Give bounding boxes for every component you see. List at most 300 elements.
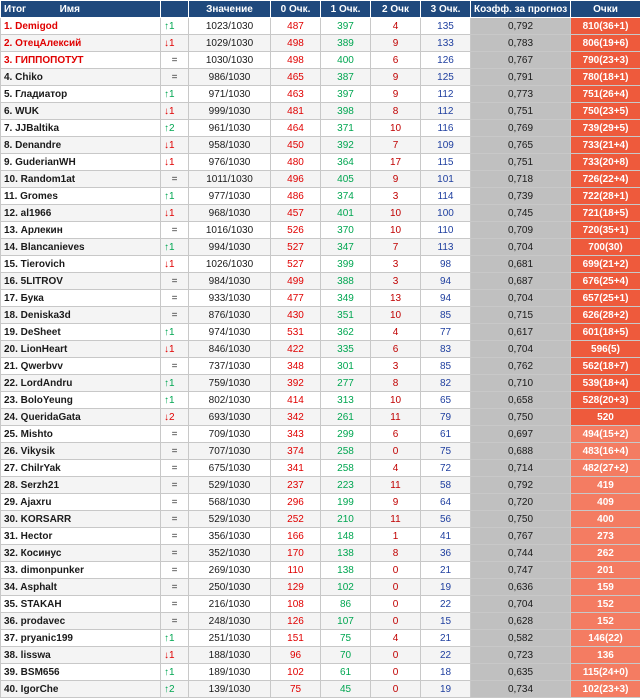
total-points-cell: 136 [571, 647, 640, 664]
one-point-cell: 399 [321, 256, 371, 273]
table-row [1, 188, 640, 205]
total-points-cell: 146(22) [571, 630, 640, 647]
three-points-cell: 18 [421, 664, 471, 681]
table-row [1, 52, 640, 69]
value-cell: 707/1030 [189, 443, 271, 460]
zero-points-cell: 129 [271, 579, 321, 596]
zero-points-cell: 252 [271, 511, 321, 528]
three-points-cell: 19 [421, 681, 471, 698]
value-cell: 971/1030 [189, 86, 271, 103]
three-points-cell: 64 [421, 494, 471, 511]
zero-points-cell: 465 [271, 69, 321, 86]
coefficient-cell: 0,751 [471, 103, 571, 120]
coefficient-cell: 0,773 [471, 86, 571, 103]
table-row [1, 358, 640, 375]
two-points-cell: 4 [371, 18, 421, 35]
value-cell: 356/1030 [189, 528, 271, 545]
zero-points-cell: 237 [271, 477, 321, 494]
one-point-cell: 387 [321, 69, 371, 86]
total-points-cell: 790(23+3) [571, 52, 640, 69]
two-points-cell: 6 [371, 341, 421, 358]
two-points-cell: 4 [371, 324, 421, 341]
value-cell: 1011/1030 [189, 171, 271, 188]
player-name: 14. Blancanieves [1, 239, 161, 256]
rank-change: = [161, 477, 189, 494]
player-name: 22. LordAndru [1, 375, 161, 392]
rank-change: ↓2 [161, 409, 189, 426]
zero-points-cell: 348 [271, 358, 321, 375]
three-points-cell: 114 [421, 188, 471, 205]
header-points: Очки [571, 1, 640, 18]
three-points-cell: 61 [421, 426, 471, 443]
two-points-cell: 0 [371, 579, 421, 596]
player-name: 20. LionHeart [1, 341, 161, 358]
three-points-cell: 85 [421, 358, 471, 375]
table-row [1, 86, 640, 103]
rank-change: ↓1 [161, 341, 189, 358]
two-points-cell: 1 [371, 528, 421, 545]
two-points-cell: 8 [371, 545, 421, 562]
zero-points-cell: 531 [271, 324, 321, 341]
total-points-cell: 780(18+1) [571, 69, 640, 86]
player-name: 33. dimonpunker [1, 562, 161, 579]
value-cell: 1026/1030 [189, 256, 271, 273]
value-cell: 216/1030 [189, 596, 271, 613]
coefficient-cell: 0,739 [471, 188, 571, 205]
value-cell: 188/1030 [189, 647, 271, 664]
rank-change: = [161, 69, 189, 86]
total-points-cell: 201 [571, 562, 640, 579]
rank-change: ↓1 [161, 154, 189, 171]
rank-change: = [161, 426, 189, 443]
zero-points-cell: 96 [271, 647, 321, 664]
two-points-cell: 0 [371, 647, 421, 664]
total-points-cell: 626(28+2) [571, 307, 640, 324]
one-point-cell: 362 [321, 324, 371, 341]
player-name: 35. STAKAH [1, 596, 161, 613]
coefficient-cell: 0,745 [471, 205, 571, 222]
player-name: 10. Random1at [1, 171, 161, 188]
coefficient-cell: 0,582 [471, 630, 571, 647]
value-cell: 250/1030 [189, 579, 271, 596]
total-points-cell: 722(28+1) [571, 188, 640, 205]
total-points-cell: 739(29+5) [571, 120, 640, 137]
one-point-cell: 371 [321, 120, 371, 137]
value-cell: 961/1030 [189, 120, 271, 137]
player-name: 29. Ajaxru [1, 494, 161, 511]
coefficient-cell: 0,765 [471, 137, 571, 154]
player-name: 30. KORSARR [1, 511, 161, 528]
table-row [1, 528, 640, 545]
value-cell: 933/1030 [189, 290, 271, 307]
three-points-cell: 115 [421, 154, 471, 171]
total-points-cell: 152 [571, 613, 640, 630]
header-pts0: 0 Очк. [271, 1, 321, 18]
one-point-cell: 210 [321, 511, 371, 528]
value-cell: 974/1030 [189, 324, 271, 341]
total-points-cell: 483(16+4) [571, 443, 640, 460]
player-name: 21. Qwerbvv [1, 358, 161, 375]
rank-change: ↓1 [161, 103, 189, 120]
rank-change: ↓1 [161, 205, 189, 222]
zero-points-cell: 170 [271, 545, 321, 562]
one-point-cell: 397 [321, 18, 371, 35]
header-rank: Итог [4, 4, 26, 15]
total-points-cell: 494(15+2) [571, 426, 640, 443]
player-name: 36. prodavec [1, 613, 161, 630]
rank-change: = [161, 545, 189, 562]
two-points-cell: 0 [371, 596, 421, 613]
three-points-cell: 22 [421, 647, 471, 664]
zero-points-cell: 110 [271, 562, 321, 579]
header-trend [161, 1, 189, 18]
one-point-cell: 277 [321, 375, 371, 392]
value-cell: 248/1030 [189, 613, 271, 630]
table-row [1, 375, 640, 392]
two-points-cell: 3 [371, 273, 421, 290]
value-cell: 986/1030 [189, 69, 271, 86]
value-cell: 1016/1030 [189, 222, 271, 239]
total-points-cell: 273 [571, 528, 640, 545]
rank-change: ↑1 [161, 188, 189, 205]
rank-change: = [161, 579, 189, 596]
one-point-cell: 392 [321, 137, 371, 154]
rank-change: ↑1 [161, 375, 189, 392]
coefficient-cell: 0,658 [471, 392, 571, 409]
total-points-cell: 520 [571, 409, 640, 426]
table-row [1, 205, 640, 222]
coefficient-cell: 0,791 [471, 69, 571, 86]
rank-change: ↑1 [161, 18, 189, 35]
zero-points-cell: 374 [271, 443, 321, 460]
three-points-cell: 133 [421, 35, 471, 52]
table-row [1, 154, 640, 171]
rank-change: = [161, 528, 189, 545]
three-points-cell: 65 [421, 392, 471, 409]
one-point-cell: 102 [321, 579, 371, 596]
table-row [1, 171, 640, 188]
player-name: 2. ОтецАлексий [1, 35, 161, 52]
coefficient-cell: 0,723 [471, 647, 571, 664]
coefficient-cell: 0,720 [471, 494, 571, 511]
coefficient-cell: 0,617 [471, 324, 571, 341]
one-point-cell: 400 [321, 52, 371, 69]
value-cell: 999/1030 [189, 103, 271, 120]
one-point-cell: 86 [321, 596, 371, 613]
zero-points-cell: 527 [271, 256, 321, 273]
player-name: 15. Tierovich [1, 256, 161, 273]
table-row [1, 477, 640, 494]
coefficient-cell: 0,704 [471, 239, 571, 256]
coefficient-cell: 0,636 [471, 579, 571, 596]
table-row [1, 137, 640, 154]
value-cell: 352/1030 [189, 545, 271, 562]
value-cell: 876/1030 [189, 307, 271, 324]
player-name: 31. Hector [1, 528, 161, 545]
total-points-cell: 699(21+2) [571, 256, 640, 273]
zero-points-cell: 166 [271, 528, 321, 545]
rank-change: ↑2 [161, 120, 189, 137]
coefficient-cell: 0,750 [471, 511, 571, 528]
one-point-cell: 138 [321, 545, 371, 562]
two-points-cell: 11 [371, 409, 421, 426]
two-points-cell: 3 [371, 188, 421, 205]
coefficient-cell: 0,792 [471, 18, 571, 35]
player-name: 37. pryanic199 [1, 630, 161, 647]
three-points-cell: 15 [421, 613, 471, 630]
value-cell: 189/1030 [189, 664, 271, 681]
player-name: 6. WUK [1, 103, 161, 120]
value-cell: 759/1030 [189, 375, 271, 392]
value-cell: 251/1030 [189, 630, 271, 647]
zero-points-cell: 108 [271, 596, 321, 613]
two-points-cell: 9 [371, 35, 421, 52]
total-points-cell: 733(20+8) [571, 154, 640, 171]
three-points-cell: 98 [421, 256, 471, 273]
value-cell: 529/1030 [189, 477, 271, 494]
player-name: 34. Asphalt [1, 579, 161, 596]
three-points-cell: 112 [421, 103, 471, 120]
one-point-cell: 347 [321, 239, 371, 256]
coefficient-cell: 0,704 [471, 290, 571, 307]
rank-change: = [161, 494, 189, 511]
coefficient-cell: 0,792 [471, 477, 571, 494]
rank-change: ↑2 [161, 681, 189, 698]
value-cell: 139/1030 [189, 681, 271, 698]
zero-points-cell: 343 [271, 426, 321, 443]
player-name: 25. Mishto [1, 426, 161, 443]
one-point-cell: 223 [321, 477, 371, 494]
table-row [1, 103, 640, 120]
two-points-cell: 11 [371, 511, 421, 528]
three-points-cell: 85 [421, 307, 471, 324]
two-points-cell: 9 [371, 69, 421, 86]
table-row [1, 630, 640, 647]
table-row [1, 239, 640, 256]
value-cell: 709/1030 [189, 426, 271, 443]
coefficient-cell: 0,681 [471, 256, 571, 273]
player-name: 11. Gromes [1, 188, 161, 205]
table-row [1, 511, 640, 528]
one-point-cell: 388 [321, 273, 371, 290]
player-name: 7. JJBaltika [1, 120, 161, 137]
rank-change: ↑1 [161, 239, 189, 256]
table-row [1, 392, 640, 409]
coefficient-cell: 0,744 [471, 545, 571, 562]
one-point-cell: 261 [321, 409, 371, 426]
player-name: 26. Vikysik [1, 443, 161, 460]
one-point-cell: 61 [321, 664, 371, 681]
total-points-cell: 601(18+5) [571, 324, 640, 341]
two-points-cell: 9 [371, 86, 421, 103]
player-name: 23. BoloYeung [1, 392, 161, 409]
three-points-cell: 79 [421, 409, 471, 426]
rank-change: ↑1 [161, 86, 189, 103]
two-points-cell: 4 [371, 630, 421, 647]
coefficient-cell: 0,710 [471, 375, 571, 392]
total-points-cell: 262 [571, 545, 640, 562]
header-row [1, 1, 640, 18]
table-row [1, 426, 640, 443]
one-point-cell: 374 [321, 188, 371, 205]
player-name: 39. BSM656 [1, 664, 161, 681]
two-points-cell: 4 [371, 460, 421, 477]
zero-points-cell: 498 [271, 35, 321, 52]
zero-points-cell: 464 [271, 120, 321, 137]
one-point-cell: 299 [321, 426, 371, 443]
three-points-cell: 58 [421, 477, 471, 494]
table-row [1, 460, 640, 477]
coefficient-cell: 0,704 [471, 596, 571, 613]
value-cell: 529/1030 [189, 511, 271, 528]
table-row [1, 120, 640, 137]
coefficient-cell: 0,747 [471, 562, 571, 579]
player-name: 1. Demigod [1, 18, 161, 35]
one-point-cell: 349 [321, 290, 371, 307]
total-points-cell: 482(27+2) [571, 460, 640, 477]
rank-change: = [161, 171, 189, 188]
one-point-cell: 258 [321, 443, 371, 460]
player-name: 16. 5LITROV [1, 273, 161, 290]
zero-points-cell: 498 [271, 52, 321, 69]
zero-points-cell: 126 [271, 613, 321, 630]
coefficient-cell: 0,714 [471, 460, 571, 477]
player-name: 32. Косинус [1, 545, 161, 562]
zero-points-cell: 457 [271, 205, 321, 222]
total-points-cell: 810(36+1) [571, 18, 640, 35]
three-points-cell: 41 [421, 528, 471, 545]
total-points-cell: 733(21+4) [571, 137, 640, 154]
total-points-cell: 152 [571, 596, 640, 613]
two-points-cell: 0 [371, 664, 421, 681]
player-name: 9. GuderianWH [1, 154, 161, 171]
three-points-cell: 82 [421, 375, 471, 392]
rank-change: = [161, 358, 189, 375]
coefficient-cell: 0,769 [471, 120, 571, 137]
two-points-cell: 10 [371, 205, 421, 222]
rank-change: ↑1 [161, 664, 189, 681]
one-point-cell: 313 [321, 392, 371, 409]
one-point-cell: 335 [321, 341, 371, 358]
rank-change: = [161, 596, 189, 613]
player-name: 8. Denandre [1, 137, 161, 154]
three-points-cell: 135 [421, 18, 471, 35]
one-point-cell: 199 [321, 494, 371, 511]
one-point-cell: 398 [321, 103, 371, 120]
table-row [1, 494, 640, 511]
header-pts2: 2 Очк [371, 1, 421, 18]
zero-points-cell: 487 [271, 18, 321, 35]
header-coef: Коэфф. за прогноз [471, 1, 571, 18]
one-point-cell: 70 [321, 647, 371, 664]
player-name: 38. lisswa [1, 647, 161, 664]
player-name: 3. ГИППОПОТУТ [1, 52, 161, 69]
player-name: 27. ChilrYak [1, 460, 161, 477]
total-points-cell: 562(18+7) [571, 358, 640, 375]
three-points-cell: 109 [421, 137, 471, 154]
coefficient-cell: 0,628 [471, 613, 571, 630]
rank-change: = [161, 290, 189, 307]
table-row [1, 35, 640, 52]
two-points-cell: 0 [371, 443, 421, 460]
coefficient-cell: 0,704 [471, 341, 571, 358]
value-cell: 802/1030 [189, 392, 271, 409]
table-row [1, 647, 640, 664]
player-name: 40. IgorChe [1, 681, 161, 698]
coefficient-cell: 0,718 [471, 171, 571, 188]
one-point-cell: 401 [321, 205, 371, 222]
three-points-cell: 21 [421, 630, 471, 647]
table-row [1, 579, 640, 596]
two-points-cell: 8 [371, 103, 421, 120]
value-cell: 1029/1030 [189, 35, 271, 52]
three-points-cell: 83 [421, 341, 471, 358]
one-point-cell: 301 [321, 358, 371, 375]
two-points-cell: 17 [371, 154, 421, 171]
two-points-cell: 6 [371, 426, 421, 443]
one-point-cell: 405 [321, 171, 371, 188]
two-points-cell: 10 [371, 392, 421, 409]
rank-change: = [161, 562, 189, 579]
table-row [1, 324, 640, 341]
rank-change: ↑1 [161, 324, 189, 341]
two-points-cell: 10 [371, 222, 421, 239]
table-body [1, 18, 640, 698]
header-rank-name [1, 1, 161, 18]
table-row [1, 681, 640, 698]
coefficient-cell: 0,767 [471, 52, 571, 69]
table-row [1, 613, 640, 630]
value-cell: 968/1030 [189, 205, 271, 222]
two-points-cell: 8 [371, 375, 421, 392]
zero-points-cell: 526 [271, 222, 321, 239]
rank-change: ↑1 [161, 392, 189, 409]
header-name: Имя [60, 4, 80, 15]
value-cell: 984/1030 [189, 273, 271, 290]
rank-change: = [161, 307, 189, 324]
two-points-cell: 0 [371, 613, 421, 630]
two-points-cell: 0 [371, 681, 421, 698]
value-cell: 568/1030 [189, 494, 271, 511]
player-name: 13. Арлекин [1, 222, 161, 239]
table-row [1, 341, 640, 358]
table-row [1, 596, 640, 613]
one-point-cell: 389 [321, 35, 371, 52]
one-point-cell: 107 [321, 613, 371, 630]
value-cell: 1023/1030 [189, 18, 271, 35]
table-row [1, 562, 640, 579]
total-points-cell: 596(5) [571, 341, 640, 358]
total-points-cell: 657(25+1) [571, 290, 640, 307]
total-points-cell: 539(18+4) [571, 375, 640, 392]
player-name: 4. Chiko [1, 69, 161, 86]
table-row [1, 290, 640, 307]
rank-change: ↓1 [161, 137, 189, 154]
zero-points-cell: 75 [271, 681, 321, 698]
three-points-cell: 113 [421, 239, 471, 256]
zero-points-cell: 499 [271, 273, 321, 290]
player-name: 18. Deniska3d [1, 307, 161, 324]
one-point-cell: 351 [321, 307, 371, 324]
zero-points-cell: 102 [271, 664, 321, 681]
one-point-cell: 397 [321, 86, 371, 103]
two-points-cell: 10 [371, 307, 421, 324]
player-name: 5. Гладиатор [1, 86, 161, 103]
two-points-cell: 0 [371, 562, 421, 579]
coefficient-cell: 0,697 [471, 426, 571, 443]
one-point-cell: 370 [321, 222, 371, 239]
rank-change: = [161, 443, 189, 460]
